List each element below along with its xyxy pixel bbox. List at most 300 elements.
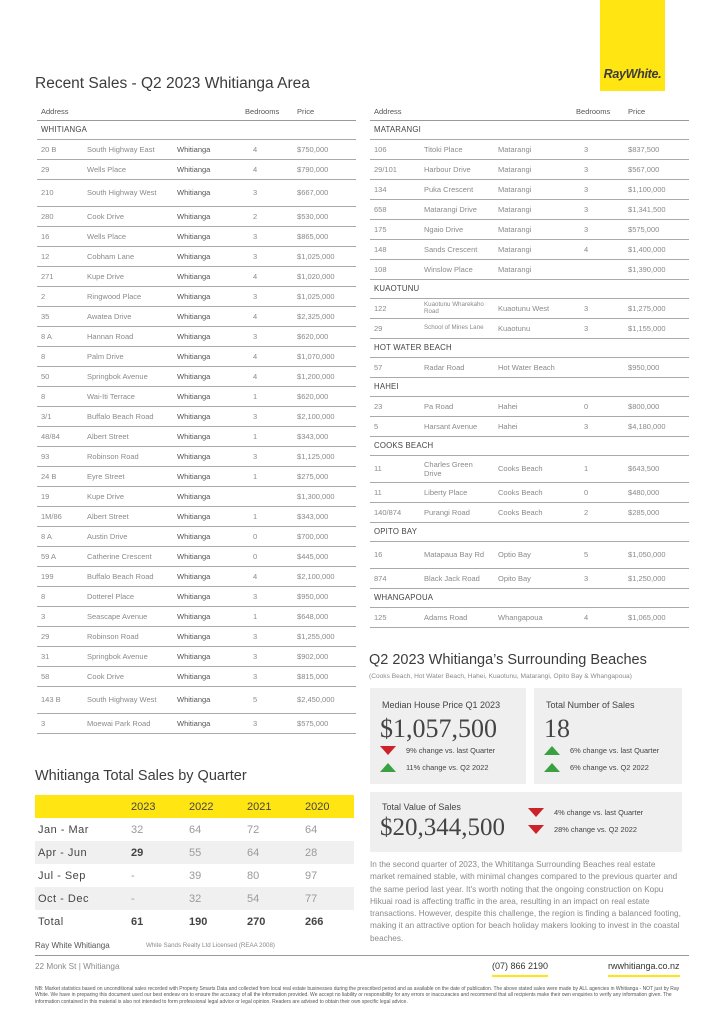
sale-suburb: Whitianga xyxy=(173,626,241,646)
sale-street: Harbour Drive xyxy=(420,159,494,179)
sale-row xyxy=(37,546,356,566)
sale-bedrooms: 5 xyxy=(241,686,293,713)
up-triangle-icon xyxy=(544,746,560,755)
quarter-row xyxy=(35,818,354,841)
quarter-row xyxy=(35,841,354,864)
disclaimer: NB: Market statistics based on unconditional sales recorded with Property Smarts Data and collected from local real estate businesses during the prescribed period and as available on the date of publication. The above stated sales were made by ALL agencies in Whitianga - NOT just by Ray White. We have in preparing this document used our best endeav ors to ensure the accuracy of all the information provided. We accept no liability or responsibility for any errors or inaccuracies and recommend that all recipients make their own enquiries to verify any information given. The information contained in this material is also not intended to form professional legal advice or legal opinion. Readers are advised to obtain their own specific legal advice. xyxy=(35,986,680,1005)
sale-price: $815,000 xyxy=(293,666,356,686)
sale-row xyxy=(37,266,356,286)
sale-row xyxy=(37,446,356,466)
quarter-label: Jul - Sep xyxy=(38,869,86,882)
area-name: KUAOTUNU xyxy=(370,279,689,298)
total-value: 270 xyxy=(247,915,266,928)
sale-suburb: Matarangi xyxy=(494,139,572,159)
sale-suburb: Matarangi xyxy=(494,219,572,239)
count-value: 18 xyxy=(544,714,570,743)
sale-bedrooms: 3 xyxy=(241,446,293,466)
median-label: Median House Price Q1 2023 xyxy=(382,700,501,710)
quarter-value-current: 29 xyxy=(123,841,181,864)
beaches-sales-table xyxy=(370,103,689,628)
quarter-header-blank xyxy=(35,795,123,818)
sale-number: 16 xyxy=(37,226,83,246)
sale-suburb: Whitianga xyxy=(173,386,241,406)
header-bedrooms: Bedrooms xyxy=(572,103,624,120)
sale-street: Hannan Road xyxy=(83,326,173,346)
sale-number: 8 A xyxy=(37,526,83,546)
sale-bedrooms xyxy=(572,357,624,377)
sale-street: Albert Street xyxy=(83,426,173,446)
sale-price: $2,100,000 xyxy=(293,406,356,426)
sale-number: 16 xyxy=(370,541,420,568)
footer-website-link[interactable]: rwwhitianga.co.nz xyxy=(608,961,680,977)
sale-number: 108 xyxy=(370,259,420,279)
sale-price: $800,000 xyxy=(624,396,689,416)
change-text: 6% change vs. Q2 2022 xyxy=(570,763,649,772)
sale-number: 148 xyxy=(370,239,420,259)
sale-row xyxy=(370,396,689,416)
sale-suburb: Whitianga xyxy=(173,506,241,526)
sale-price: $2,450,000 xyxy=(293,686,356,713)
sale-price: $4,180,000 xyxy=(624,416,689,436)
sale-bedrooms: 4 xyxy=(241,306,293,326)
sale-row xyxy=(370,259,689,279)
sale-bedrooms: 0 xyxy=(241,546,293,566)
sale-number: 271 xyxy=(37,266,83,286)
sale-street: Wai-Iti Terrace xyxy=(83,386,173,406)
sale-number: 50 xyxy=(37,366,83,386)
value-change-quarter xyxy=(528,808,643,817)
sale-bedrooms: 5 xyxy=(572,541,624,568)
sale-bedrooms: 4 xyxy=(572,607,624,627)
sale-bedrooms: 4 xyxy=(241,366,293,386)
quarter-header-row xyxy=(35,795,354,818)
sale-bedrooms: 3 xyxy=(572,199,624,219)
sale-number: 23 xyxy=(370,396,420,416)
sale-street: Black Jack Road xyxy=(420,568,494,588)
sale-street: Titoki Place xyxy=(420,139,494,159)
logo-text: RayWhite. xyxy=(603,67,662,81)
sale-row xyxy=(37,526,356,546)
sale-street: Cook Drive xyxy=(83,206,173,226)
agency-name: Ray White Whitianga xyxy=(35,941,110,950)
quarter-label: Oct - Dec xyxy=(35,887,123,910)
change-text: 4% change vs. last Quarter xyxy=(554,808,644,817)
quarter-value: 72 xyxy=(247,823,260,836)
sale-row xyxy=(370,139,689,159)
sale-suburb: Whitianga xyxy=(173,179,241,206)
sale-price: $865,000 xyxy=(293,226,356,246)
sale-number: 48/84 xyxy=(37,426,83,446)
area-header-row xyxy=(370,588,689,607)
sale-suburb: Whitianga xyxy=(173,606,241,626)
sale-street: Matarangi Drive xyxy=(420,199,494,219)
sale-street: Buffalo Beach Road xyxy=(83,566,173,586)
sale-row xyxy=(370,199,689,219)
median-change-year xyxy=(380,763,488,772)
sale-bedrooms: 3 xyxy=(572,416,624,436)
sale-bedrooms: 3 xyxy=(241,713,293,733)
sale-bedrooms: 3 xyxy=(241,626,293,646)
area-name: MATARANGI xyxy=(370,120,689,139)
sales-count-card xyxy=(534,688,682,784)
sale-street: Liberty Place xyxy=(420,482,494,502)
sale-suburb: Cooks Beach xyxy=(494,482,572,502)
sale-price: $575,000 xyxy=(624,219,689,239)
quarter-value: 64 xyxy=(239,841,297,864)
sale-suburb: Whitianga xyxy=(173,326,241,346)
sale-suburb: Whitianga xyxy=(173,286,241,306)
sale-street: Purangi Road xyxy=(420,502,494,522)
sale-row xyxy=(37,426,356,446)
sale-suburb: Whitianga xyxy=(173,346,241,366)
sale-street: Winslow Place xyxy=(420,259,494,279)
sale-street: School of Mines Lane xyxy=(420,318,494,338)
sale-street: Kupe Drive xyxy=(83,266,173,286)
sale-bedrooms: 4 xyxy=(241,159,293,179)
sale-price: $567,000 xyxy=(624,159,689,179)
sale-street: Charles Green Drive xyxy=(420,455,494,482)
quarter-value: 39 xyxy=(189,869,202,882)
sale-street: South Highway West xyxy=(83,179,173,206)
beaches-subtitle: (Cooks Beach, Hot Water Beach, Hahei, Kuaotunu, Matarangi, Opito Bay & Whangapoua) xyxy=(369,673,632,680)
sale-number: 122 xyxy=(370,298,420,318)
sale-number: 3 xyxy=(37,606,83,626)
sale-suburb: Optio Bay xyxy=(494,541,572,568)
header-price: Price xyxy=(624,103,689,120)
sale-row xyxy=(37,159,356,179)
sale-number: 29/101 xyxy=(370,159,420,179)
market-commentary: In the second quarter of 2023, the Whititanga Surrounding Beaches real estate market remained stable, with minimal changes compared to the previous quarter and the same period last year. It's worth noting that the ongoing construction on Kopu Hikuai road is affecting traffic in the area, resulting in an impact on real estate transactions. However, despite this challenge, the region is finding a balanced footing, making it an attractive option for beach holiday makers looking to invest in the coastal beaches. xyxy=(370,860,681,943)
sale-suburb: Whitianga xyxy=(173,666,241,686)
sale-bedrooms: 3 xyxy=(572,568,624,588)
change-text: 28% change vs. Q2 2022 xyxy=(554,825,637,834)
sale-bedrooms: 0 xyxy=(572,482,624,502)
quarter-row xyxy=(35,887,354,910)
sale-row xyxy=(370,607,689,627)
value-change-year xyxy=(528,825,637,834)
quarter-value: 32 xyxy=(131,823,144,836)
sale-price: $1,025,000 xyxy=(293,286,356,306)
sale-row xyxy=(37,139,356,159)
sale-number: 8 A xyxy=(37,326,83,346)
sale-bedrooms xyxy=(572,259,624,279)
sale-bedrooms: 3 xyxy=(241,406,293,426)
sale-street: Puka Crescent xyxy=(420,179,494,199)
sale-price: $285,000 xyxy=(624,502,689,522)
footer-divider xyxy=(35,955,689,956)
sale-bedrooms: 4 xyxy=(572,239,624,259)
quarter-label: Jan - Mar xyxy=(38,823,89,836)
sale-street: Springbok Avenue xyxy=(83,646,173,666)
down-triangle-icon xyxy=(380,746,396,755)
sale-row xyxy=(37,626,356,646)
quarter-value: 32 xyxy=(181,887,239,910)
sale-street: Springbok Avenue xyxy=(83,366,173,386)
sale-suburb: Whitianga xyxy=(173,266,241,286)
sale-street: Kupe Drive xyxy=(83,486,173,506)
total-value: 190 xyxy=(189,915,208,928)
sale-bedrooms: 1 xyxy=(572,455,624,482)
sale-street: Robinson Road xyxy=(83,626,173,646)
header-address: Address xyxy=(37,103,241,120)
table-header-row xyxy=(37,103,356,120)
sale-price: $950,000 xyxy=(624,357,689,377)
sale-street: Ringwood Place xyxy=(83,286,173,306)
sale-bedrooms: 2 xyxy=(572,502,624,522)
sale-price: $1,100,000 xyxy=(624,179,689,199)
sale-number: 19 xyxy=(37,486,83,506)
area-name: COOKS BEACH xyxy=(370,436,689,455)
sale-row xyxy=(37,666,356,686)
sale-street: Cobham Lane xyxy=(83,246,173,266)
sale-street: Harsant Avenue xyxy=(420,416,494,436)
header-address: Address xyxy=(370,103,572,120)
header-price: Price xyxy=(293,103,356,120)
sale-row xyxy=(37,246,356,266)
sale-number: 5 xyxy=(370,416,420,436)
sale-bedrooms: 2 xyxy=(241,206,293,226)
page-title: Recent Sales - Q2 2023 Whitianga Area xyxy=(35,75,310,92)
sale-price: $620,000 xyxy=(293,386,356,406)
sale-price: $950,000 xyxy=(293,586,356,606)
sale-bedrooms: 1 xyxy=(241,506,293,526)
sale-suburb: Whitianga xyxy=(173,159,241,179)
median-change-quarter xyxy=(380,746,495,755)
total-label: Total xyxy=(38,915,64,928)
sale-bedrooms: 3 xyxy=(572,298,624,318)
sale-bedrooms: 1 xyxy=(241,606,293,626)
sale-price: $648,000 xyxy=(293,606,356,626)
change-text: 11% change vs. Q2 2022 xyxy=(406,763,489,772)
sale-suburb: Whitianga xyxy=(173,246,241,266)
sale-price: $1,250,000 xyxy=(624,568,689,588)
sale-number: 24 B xyxy=(37,466,83,486)
agency-licence: White Sands Realty Ltd Licensed (REAA 2008) xyxy=(146,942,275,949)
area-header-row xyxy=(370,120,689,139)
sale-price: $1,390,000 xyxy=(624,259,689,279)
total-value: 266 xyxy=(305,915,324,928)
sale-number: 8 xyxy=(37,386,83,406)
sale-number: 20 B xyxy=(37,139,83,159)
sale-suburb: Kuaotunu West xyxy=(494,298,572,318)
sale-number: 31 xyxy=(37,646,83,666)
sale-number: 125 xyxy=(370,607,420,627)
sale-street: Ngaio Drive xyxy=(420,219,494,239)
area-name: WHITIANGA xyxy=(37,120,356,139)
sale-number: 8 xyxy=(37,586,83,606)
sale-bedrooms: 1 xyxy=(241,386,293,406)
quarter-value: 80 xyxy=(247,869,260,882)
change-text: 6% change vs. last Quarter xyxy=(570,746,660,755)
sale-price: $643,500 xyxy=(624,455,689,482)
sale-row xyxy=(370,541,689,568)
sale-street: Robinson Road xyxy=(83,446,173,466)
sale-price: $1,275,000 xyxy=(624,298,689,318)
sale-bedrooms: 4 xyxy=(241,266,293,286)
sale-bedrooms xyxy=(241,486,293,506)
quarter-value: 64 xyxy=(189,823,202,836)
sale-price: $1,020,000 xyxy=(293,266,356,286)
sale-suburb: Hot Water Beach xyxy=(494,357,572,377)
sale-suburb: Matarangi xyxy=(494,259,572,279)
sale-number: 11 xyxy=(370,482,420,502)
year-header: 2020 xyxy=(297,795,354,818)
sale-number: 210 xyxy=(37,179,83,206)
value-label: Total Value of Sales xyxy=(382,802,461,812)
quarter-value: - xyxy=(131,869,135,882)
sale-row xyxy=(37,179,356,206)
sale-price: $620,000 xyxy=(293,326,356,346)
sale-bedrooms: 4 xyxy=(241,566,293,586)
sale-price: $667,000 xyxy=(293,179,356,206)
sale-street: Cook Drive xyxy=(83,666,173,686)
sale-street: Eyre Street xyxy=(83,466,173,486)
sale-number: 59 A xyxy=(37,546,83,566)
area-header-row xyxy=(370,522,689,541)
sale-street: Sands Crescent xyxy=(420,239,494,259)
sale-number: 175 xyxy=(370,219,420,239)
median-value: $1,057,500 xyxy=(380,714,497,743)
sale-street: Kuaotunu Wharekaho Road xyxy=(420,298,494,318)
sale-bedrooms: 3 xyxy=(572,179,624,199)
sale-price: $1,050,000 xyxy=(624,541,689,568)
quarter-sales-title: Whitianga Total Sales by Quarter xyxy=(35,768,247,784)
sale-number: 57 xyxy=(370,357,420,377)
sale-row xyxy=(37,646,356,666)
table-header-row xyxy=(370,103,689,120)
sale-street: Austin Drive xyxy=(83,526,173,546)
sale-row xyxy=(370,416,689,436)
sale-row xyxy=(37,566,356,586)
sale-street: Dotterel Place xyxy=(83,586,173,606)
sale-bedrooms: 3 xyxy=(241,226,293,246)
sale-price: $343,000 xyxy=(293,506,356,526)
sale-number: 8 xyxy=(37,346,83,366)
quarter-value: 77 xyxy=(297,887,354,910)
down-triangle-icon xyxy=(528,808,544,817)
footer-address: 22 Monk St | Whitianga xyxy=(35,962,120,971)
sale-suburb: Whitianga xyxy=(173,306,241,326)
sale-number: 12 xyxy=(37,246,83,266)
area-header-row xyxy=(370,279,689,298)
sale-price: $2,325,000 xyxy=(293,306,356,326)
area-name: OPITO BAY xyxy=(370,522,689,541)
area-name: HAHEI xyxy=(370,377,689,396)
total-value: 61 xyxy=(131,915,144,928)
sale-street: Radar Road xyxy=(420,357,494,377)
sale-street: Albert Street xyxy=(83,506,173,526)
sale-price: $480,000 xyxy=(624,482,689,502)
sale-row xyxy=(370,179,689,199)
sale-street: South Highway West xyxy=(83,686,173,713)
sale-number: 106 xyxy=(370,139,420,159)
sale-price: $750,000 xyxy=(293,139,356,159)
sale-suburb: Whitianga xyxy=(173,206,241,226)
sale-price: $1,300,000 xyxy=(293,486,356,506)
sale-street: Buffalo Beach Road xyxy=(83,406,173,426)
sale-row xyxy=(37,606,356,626)
sale-suburb: Whangapoua xyxy=(494,607,572,627)
sale-price: $1,065,000 xyxy=(624,607,689,627)
sale-number: 3 xyxy=(37,713,83,733)
sale-suburb: Whitianga xyxy=(173,646,241,666)
sale-row xyxy=(37,486,356,506)
median-price-card xyxy=(370,688,526,784)
sale-number: 140/874 xyxy=(370,502,420,522)
year-header: 2022 xyxy=(181,795,239,818)
sale-price: $1,070,000 xyxy=(293,346,356,366)
whitianga-sales-table xyxy=(37,103,356,734)
left-table-body xyxy=(37,120,356,733)
sale-price: $445,000 xyxy=(293,546,356,566)
quarter-value: 28 xyxy=(297,841,354,864)
year-header: 2023 xyxy=(123,795,181,818)
sale-number: 29 xyxy=(37,159,83,179)
sale-suburb: Whitianga xyxy=(173,713,241,733)
sale-row xyxy=(37,386,356,406)
area-header-row xyxy=(370,377,689,396)
sale-number: 658 xyxy=(370,199,420,219)
beaches-title: Q2 2023 Whitianga’s Surrounding Beaches xyxy=(369,652,647,668)
sale-suburb: Matarangi xyxy=(494,159,572,179)
quarter-value: - xyxy=(123,887,181,910)
sale-street: Palm Drive xyxy=(83,346,173,366)
sale-price: $1,155,000 xyxy=(624,318,689,338)
sale-suburb: Hahei xyxy=(494,416,572,436)
area-header-row xyxy=(370,436,689,455)
sale-number: 93 xyxy=(37,446,83,466)
sale-bedrooms: 3 xyxy=(241,646,293,666)
sale-price: $902,000 xyxy=(293,646,356,666)
sale-price: $1,025,000 xyxy=(293,246,356,266)
sale-suburb: Whitianga xyxy=(173,226,241,246)
sale-price: $700,000 xyxy=(293,526,356,546)
sale-row xyxy=(370,298,689,318)
sale-number: 58 xyxy=(37,666,83,686)
sale-row xyxy=(37,206,356,226)
sale-row xyxy=(370,357,689,377)
sale-suburb: Whitianga xyxy=(173,446,241,466)
sale-street: Pa Road xyxy=(420,396,494,416)
sale-suburb: Whitianga xyxy=(173,686,241,713)
sale-bedrooms: 3 xyxy=(241,586,293,606)
sale-price: $1,200,000 xyxy=(293,366,356,386)
up-triangle-icon xyxy=(544,763,560,772)
sale-number: 1M/86 xyxy=(37,506,83,526)
sale-number: 280 xyxy=(37,206,83,226)
sale-number: 29 xyxy=(370,318,420,338)
sale-number: 134 xyxy=(370,179,420,199)
sale-street: Wells Place xyxy=(83,226,173,246)
area-header-row xyxy=(37,120,356,139)
sale-street: Matapaua Bay Rd xyxy=(420,541,494,568)
year-header: 2021 xyxy=(239,795,297,818)
up-triangle-icon xyxy=(380,763,396,772)
sale-row xyxy=(37,686,356,713)
sale-street: Adams Road xyxy=(420,607,494,627)
sale-suburb: Whitianga xyxy=(173,139,241,159)
footer-phone-link[interactable]: (07) 866 2190 xyxy=(492,961,548,977)
down-triangle-icon xyxy=(528,825,544,834)
sale-price: $1,341,500 xyxy=(624,199,689,219)
quarter-value: 54 xyxy=(239,887,297,910)
sale-row xyxy=(370,455,689,482)
sale-number: 199 xyxy=(37,566,83,586)
sale-row xyxy=(37,466,356,486)
sale-suburb: Whitianga xyxy=(173,526,241,546)
sale-number: 143 B xyxy=(37,686,83,713)
sale-row xyxy=(37,286,356,306)
